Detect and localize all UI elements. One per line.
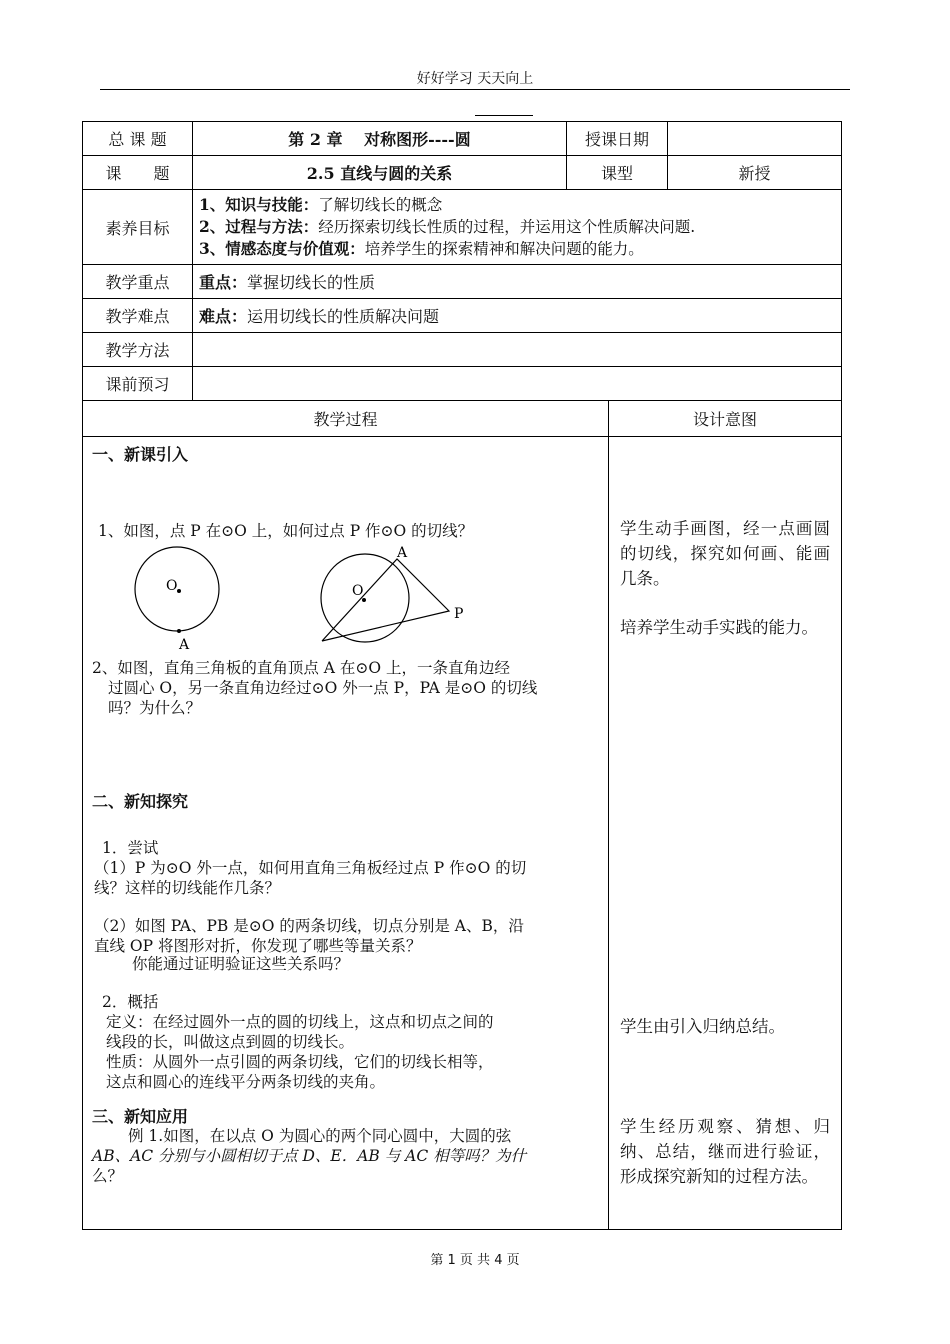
question-2-line-2: 过圆心 O，另一条直角边经过⊙O 外一点 P，PA 是⊙O 的切线 — [108, 679, 538, 697]
section-intro-title: 一、新课引入 — [92, 445, 189, 464]
try-1-line-1: （1）P 为⊙O 外一点，如何用直角三角板经过点 P 作⊙O 的切 — [94, 859, 527, 877]
method-label: 教学方法 — [83, 333, 193, 367]
question-2-line-3: 吗？为什么？ — [108, 699, 202, 717]
example-line-2: AB、AC 分别与小圆相切于点 D、E．AB 与 AC 相等吗？为什 — [92, 1147, 527, 1165]
goal-3: 3、情感态度与价值观：培养学生的探索精神和解决问题的能力。 — [199, 239, 644, 258]
type-value: 新授 — [668, 156, 842, 190]
intent-note-2: 培养学生动手实践的能力。 — [620, 618, 818, 637]
try-2-line-2: 直线 OP 将图形对折，你发现了哪些等量关系？ — [94, 937, 422, 955]
preview-value — [193, 367, 842, 401]
property-line-1: 性质：从圆外一点引圆的两条切线，它们的切线长相等， — [106, 1053, 494, 1071]
goal-1: 1、知识与技能：了解切线长的概念 — [199, 195, 443, 214]
focus-label: 教学重点 — [83, 265, 193, 299]
process-column-header: 教学过程 — [83, 401, 609, 437]
date-label: 授课日期 — [567, 122, 668, 156]
triangle — [322, 559, 449, 641]
intent-column-header: 设计意图 — [609, 401, 842, 437]
summary-title: 2．概括 — [102, 993, 159, 1011]
try-2-line-3: 你能通过证明验证这些关系吗？ — [132, 955, 350, 973]
topic-value: 2.5 直线与圆的关系 — [193, 156, 567, 190]
intent-note-4: 学生经历观察、猜想、归纳、总结，继而进行验证，形成探究新知的过程方法。 — [620, 1117, 830, 1186]
label-p: P — [454, 606, 464, 622]
example-line-3: 么？ — [92, 1167, 124, 1185]
intent-note-3: 学生由引入归纳总结。 — [620, 1017, 785, 1036]
date-value — [668, 122, 842, 156]
process-content — [84, 438, 607, 1228]
header-rule — [100, 89, 850, 90]
total-topic-value: 第 2 章 对称图形----圆 — [193, 122, 567, 156]
total-topic-label: 总 课 题 — [83, 122, 193, 156]
page-header: 好好学习 天天向上 — [416, 71, 534, 87]
preview-label: 课前预习 — [83, 367, 193, 401]
section-apply-title: 三、新知应用 — [92, 1107, 189, 1126]
label-o: O — [166, 578, 178, 594]
label-a: A — [179, 637, 190, 653]
try-2-line-1: （2）如图 PA、PB 是⊙O 的两条切线，切点分别是 A、B，沿 — [94, 917, 524, 935]
example-line-1: 例 1.如图，在以点 O 为圆心的两个同心圆中，大圆的弦 — [128, 1127, 512, 1145]
focus-value: 重点：掌握切线长的性质 — [193, 265, 842, 299]
goals-cell — [193, 190, 842, 265]
difficulty-value: 难点：运用切线长的性质解决问题 — [193, 299, 842, 333]
point-a-dot — [177, 629, 181, 633]
goals-label: 素养目标 — [83, 190, 193, 265]
figure-triangle-circle — [309, 543, 469, 653]
lesson-info-table — [82, 121, 842, 401]
section-explore-title: 二、新知探究 — [92, 792, 189, 811]
label-o: O — [352, 583, 364, 599]
teaching-process-table — [82, 400, 842, 1230]
try-1-line-2: 线？这样的切线能作几条？ — [94, 879, 281, 897]
circle-o — [321, 554, 409, 642]
figure-circle-point — [124, 543, 234, 653]
type-label: 课型 — [567, 156, 668, 190]
definition-line-1: 定义：在经过圆外一点的圆的切线上，这点和切点之间的 — [106, 1013, 494, 1031]
intent-content — [610, 438, 840, 1228]
definition-line-2: 线段的长，叫做这点到圆的切线长。 — [106, 1033, 355, 1051]
question-1: 1、如图，点 P 在⊙O 上，如何过点 P 作⊙O 的切线？ — [98, 522, 474, 540]
question-2-line-1: 2、如图，直角三角板的直角顶点 A 在⊙O 上，一条直角边经 — [92, 659, 511, 677]
page-footer: 第 1 页 共 4 页 — [430, 1253, 520, 1268]
topic-label: 课 题 — [83, 156, 193, 190]
short-rule — [475, 115, 533, 116]
label-a: A — [397, 545, 408, 561]
goal-2: 2、过程与方法：经历探索切线长性质的过程，并运用这个性质解决问题. — [199, 217, 696, 236]
center-dot — [177, 589, 181, 593]
difficulty-label: 教学难点 — [83, 299, 193, 333]
try-title: 1．尝试 — [102, 839, 159, 857]
intent-note-1: 学生动手画图，经一点画圆的切线，探究如何画、能画几条。 — [620, 519, 830, 588]
method-value — [193, 333, 842, 367]
property-line-2: 这点和圆心的连线平分两条切线的夹角。 — [106, 1073, 386, 1091]
